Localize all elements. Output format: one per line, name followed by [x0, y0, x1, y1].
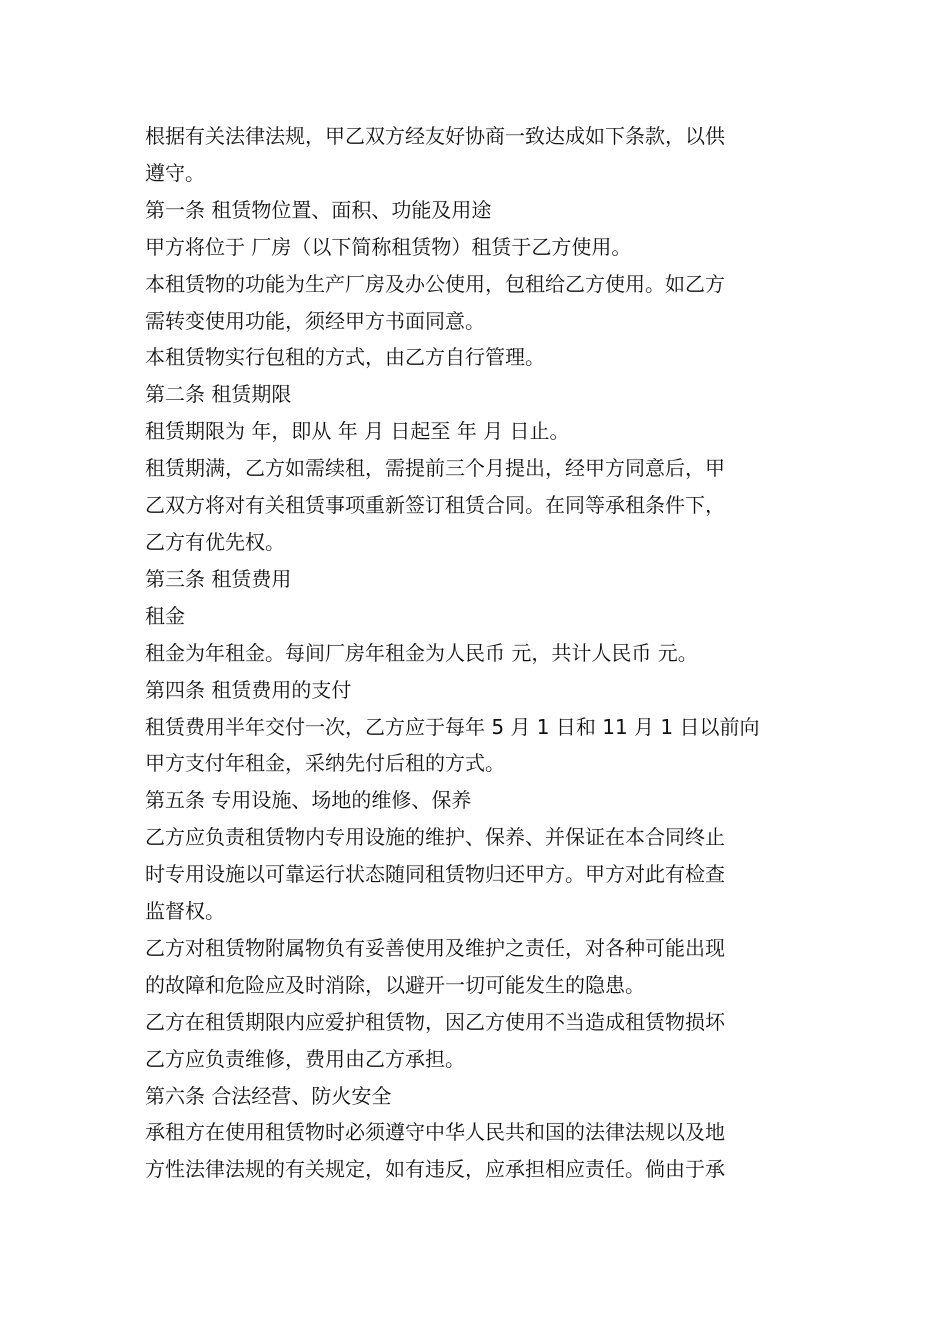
text-line-7: 本租赁物实行包租的方式，由乙方自行管理。	[145, 345, 545, 370]
text-line-29: 方性法律法规的有关规定，如有违反，应承担相应责任。倘由于承	[145, 1157, 725, 1182]
article-1-heading: 第一条 租赁物位置、面积、功能及用途	[145, 197, 492, 222]
text-line-21: 时专用设施以可靠运行状态随同租赁物归还甲方。甲方对此有检查	[145, 862, 725, 887]
text-line-23: 乙方对租赁物附属物负有妥善使用及维护之责任，对各种可能出现	[145, 935, 725, 960]
text-line-17: 租赁费用半年交付一次，乙方应于每年 5 月 1 日和 11 月 1 日以前向	[145, 714, 760, 739]
text-line-18: 甲方支付年租金，采纳先付后租的方式。	[145, 751, 505, 776]
text-line-22: 监督权。	[145, 899, 225, 924]
text-line-9: 租赁期限为 年，即从 年 月 日起至 年 月 日止。	[145, 419, 570, 444]
text-line-24: 的故障和危险应及时消除，以避开一切可能发生的隐患。	[145, 972, 645, 997]
contract-body-text	[145, 118, 817, 1188]
text-line-10: 租赁期满，乙方如需续租，需提前三个月提出，经甲方同意后，甲	[145, 456, 725, 481]
text-line-1: 根据有关法律法规，甲乙双方经友好协商一致达成如下条款，以供	[145, 124, 725, 148]
article-4-heading: 第四条 租赁费用的支付	[145, 677, 352, 702]
article-6-heading: 第六条 合法经营、防火安全	[145, 1083, 392, 1108]
text-line-5: 本租赁物的功能为生产厂房及办公使用，包租给乙方使用。如乙方	[145, 271, 725, 296]
text-line-25: 乙方在租赁期限内应爱护租赁物，因乙方使用不当造成租赁物损坏	[145, 1009, 725, 1034]
text-line-12: 乙方有优先权。	[145, 529, 285, 554]
article-2-heading: 第二条 租赁期限	[145, 382, 292, 407]
text-line-26: 乙方应负责维修，费用由乙方承担。	[145, 1046, 465, 1071]
text-line-15: 租金为年租金。每间厂房年租金为人民币 元，共计人民币 元。	[145, 640, 698, 665]
article-5-heading: 第五条 专用设施、场地的维修、保养	[145, 788, 472, 813]
text-line-14: 租金	[145, 603, 185, 628]
text-line-6: 需转变使用功能，须经甲方书面同意。	[145, 308, 485, 333]
text-line-28: 承租方在使用租赁物时必须遵守中华人民共和国的法律法规以及地	[145, 1120, 725, 1145]
article-3-heading: 第三条 租赁费用	[145, 566, 292, 591]
text-line-20: 乙方应负责租赁物内专用设施的维护、保养、并保证在本合同终止	[145, 825, 725, 850]
text-line-4: 甲方将位于 厂房（以下简称租赁物）租赁于乙方使用。	[145, 234, 632, 259]
text-line-2: 遵守。	[145, 160, 205, 185]
text-line-11: 乙双方将对有关租赁事项重新签订租赁合同。在同等承租条件下，	[145, 493, 725, 518]
